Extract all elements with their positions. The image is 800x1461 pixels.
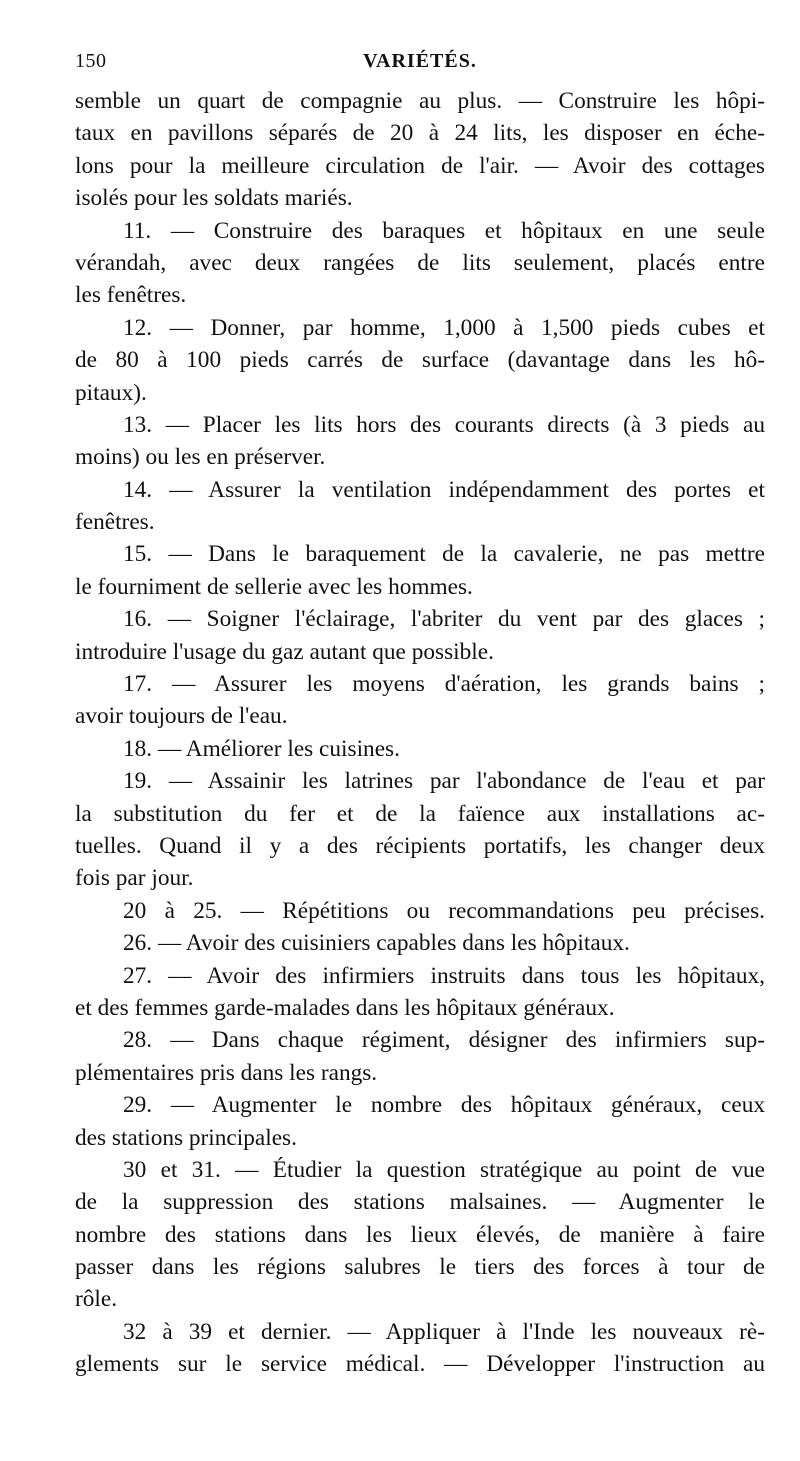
text-line: nombre des stations dans les lieux élevés, de manière à faire [75,1221,765,1248]
text-line: rôle. [75,1286,118,1313]
text-line: de la suppression des stations malsaines. — Augmenter le [75,1189,765,1216]
page-header [75,50,765,78]
running-head: VARIÉTÉS. [363,50,477,72]
body-text [75,85,765,1381]
text-line: 14. — Assurer la ventilation indépendamment des portes et [123,476,765,503]
text-line: pitaux). [75,379,147,406]
text-line: isolés pour les soldats mariés. [75,185,353,212]
text-line: plémentaires pris dans les rangs. [75,1059,378,1086]
text-line: les fenêtres. [75,282,187,309]
text-line: avoir toujours de l'eau. [75,703,288,730]
text-line: fenêtres. [75,509,155,536]
text-line: 16. — Soigner l'éclairage, l'abriter du vent par des glaces ; [123,606,765,633]
text-line: 32 à 39 et dernier. — Appliquer à l'Inde les nouveaux rè- [123,1318,765,1345]
text-line: introduire l'usage du gaz autant que possible. [75,638,494,665]
text-line: et des femmes garde-malades dans les hôpitaux généraux. [75,994,615,1021]
text-line: la substitution du fer et de la faïence aux installations ac- [75,800,765,827]
text-line: 27. — Avoir des infirmiers instruits dans tous les hôpitaux, [123,962,765,989]
text-line: 20 à 25. — Répétitions ou recommandations peu précises. [123,897,765,924]
text-line: 18. — Améliorer les cuisines. [123,735,400,762]
text-line: taux en pavillons séparés de 20 à 24 lits, les disposer en éche- [75,120,765,147]
text-line: 15. — Dans le baraquement de la cavalerie, ne pas mettre [123,541,765,568]
text-line: lons pour la meilleure circulation de l'air. — Avoir des cottages [75,152,765,179]
page-number: 150 [75,50,107,72]
text-line: 28. — Dans chaque régiment, désigner des infirmiers sup- [123,1027,765,1054]
text-line: moins) ou les en préserver. [75,444,326,471]
text-line: passer dans les régions salubres le tiers des forces à tour de [75,1254,765,1281]
text-line: vérandah, avec deux rangées de lits seulement, placés entre [75,249,765,276]
text-line: fois par jour. [75,865,194,892]
text-line: glements sur le service médical. — Développer l'instruction au [75,1351,765,1378]
text-line: 13. — Placer les lits hors des courants directs (à 3 pieds au [123,411,765,438]
text-line: 19. — Assainir les latrines par l'abondance de l'eau et par [123,768,765,795]
text-line: 29. — Augmenter le nombre des hôpitaux généraux, ceux [123,1092,765,1119]
text-line: 30 et 31. — Étudier la question stratégique au point de vue [123,1156,765,1183]
text-line: 12. — Donner, par homme, 1,000 à 1,500 pieds cubes et [123,314,765,341]
text-line: des stations principales. [75,1124,297,1151]
text-line: de 80 à 100 pieds carrés de surface (davantage dans les hô- [75,347,765,374]
text-line: 26. — Avoir des cuisiniers capables dans les hôpitaux. [123,930,630,957]
text-line: 11. — Construire des baraques et hôpitaux en une seule [123,217,765,244]
text-line: 17. — Assurer les moyens d'aération, les grands bains ; [123,671,765,698]
text-line: tuelles. Quand il y a des récipients portatifs, les changer deux [75,832,765,859]
text-line: semble un quart de compagnie au plus. — Construire les hôpi- [75,88,765,114]
text-line: le fourniment de sellerie avec les hommes. [75,573,473,600]
